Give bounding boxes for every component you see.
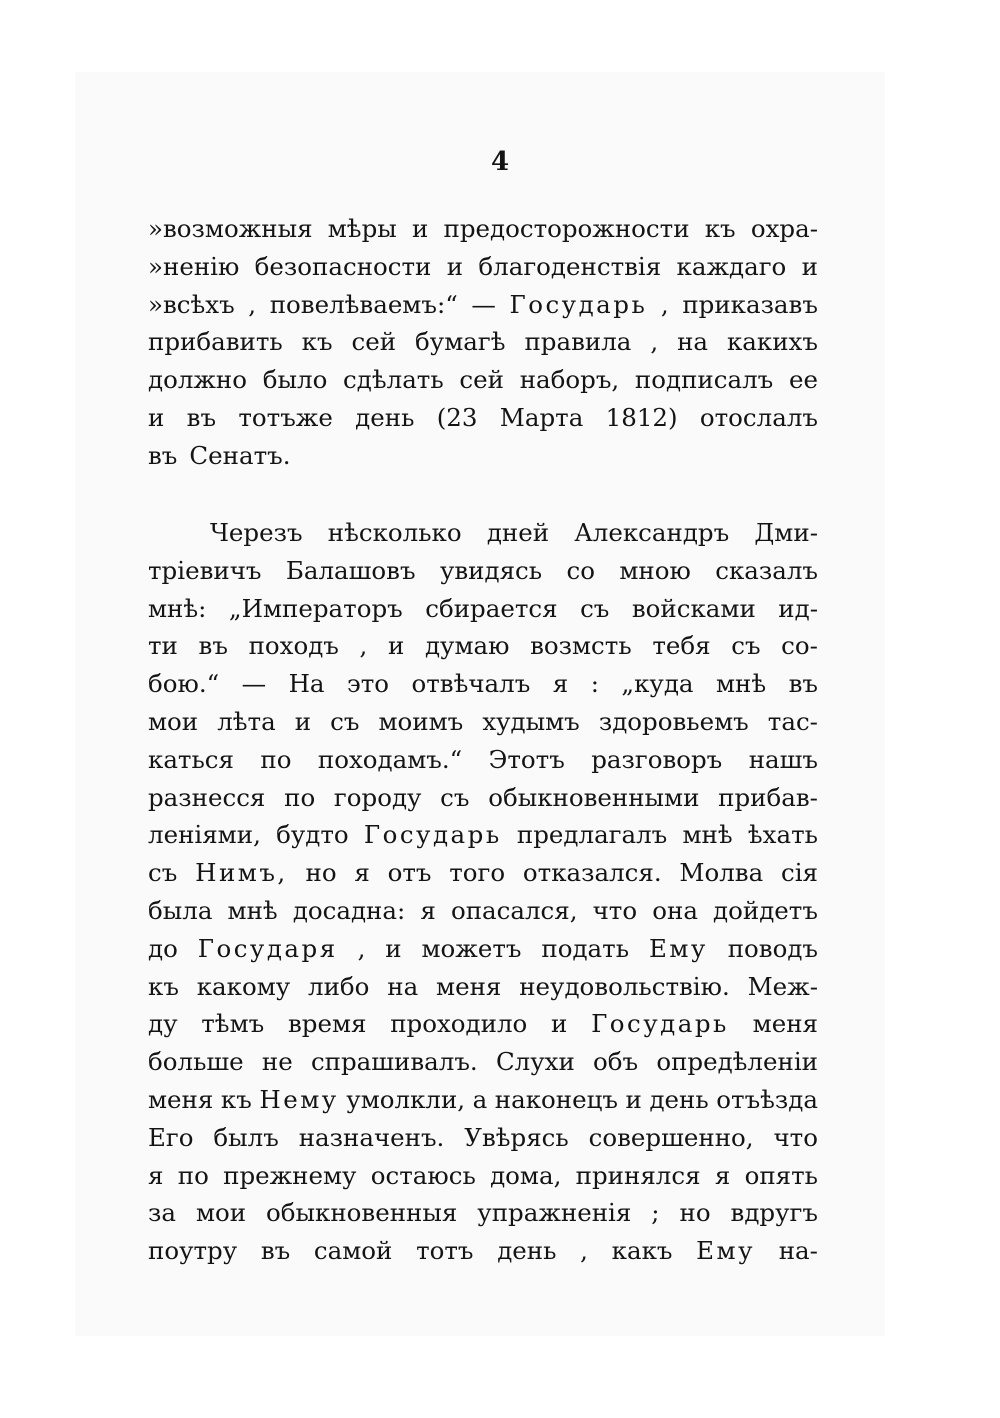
word: обыкновенными [488,782,700,812]
word: и [551,1009,568,1039]
word: походъ [248,631,339,661]
word: на [677,327,709,357]
word: и [148,402,165,432]
word: опять [744,1160,818,1190]
word: , [248,289,257,319]
word: повелѣваемъ:“ [269,289,458,319]
word: къ [220,1084,252,1114]
word: и [411,214,429,243]
word: принялся [575,1160,701,1190]
word: лѣта [217,706,276,736]
word: съ [580,593,610,623]
paragraph-2 [148,514,818,1270]
word: разговоръ [591,744,723,774]
word: день [355,402,415,432]
word: отвѣчалъ [411,669,531,699]
text-line [148,1232,818,1270]
word: — [241,669,267,699]
word: , [660,289,669,319]
word: мѣры [327,214,397,243]
word: въ [186,402,217,432]
word: „куда [621,669,694,699]
word: дней [486,518,550,547]
word: остаюсь [370,1160,476,1190]
word: по [260,744,292,774]
word: на [387,971,419,1001]
word: какихъ [726,327,818,357]
word: что [592,895,638,925]
word: возмсть [530,631,632,661]
word: , [359,631,368,661]
text-line [148,703,818,741]
word: думаю [424,631,510,661]
word: тебя [652,631,711,661]
word: спрашивалъ. [310,1047,478,1077]
word: моимъ [378,706,464,736]
word: Этотъ [488,744,565,774]
word: , [580,1236,588,1266]
word: бумагѣ [415,327,506,357]
word: приказавъ [682,289,818,319]
word: я [552,669,569,699]
word: съ [148,858,178,888]
word: будто [276,820,349,850]
word: по [284,782,316,812]
word: — [471,289,496,319]
word: Балашовъ [285,555,416,585]
word: тотъже [238,402,333,432]
word: меня [752,1009,818,1039]
word: благоденствія [478,251,662,281]
word: и [446,251,464,281]
word: мнѣ [715,669,767,699]
word: каждаго [676,251,787,281]
word: ду [148,1009,178,1039]
word: опредѣленіи [656,1047,818,1077]
word: Государя [197,933,338,963]
word: прибав- [718,782,818,812]
word: со [566,555,595,585]
word: либо [308,971,370,1001]
text-line [148,514,818,552]
word: объ [593,1047,639,1077]
word: отказался. [522,858,662,888]
word: „Императоръ [228,593,403,623]
text-line [148,930,818,968]
word: сей [351,327,397,357]
word: : [590,669,599,699]
word: предосторожности [443,214,690,243]
word: за [148,1198,176,1228]
word: съ [330,706,360,736]
word: мнѣ [227,895,278,925]
word: охра- [750,214,818,243]
word: упражненія [477,1198,632,1228]
text-line [148,1194,818,1232]
word: (23 [436,402,478,432]
word: Нему [259,1084,339,1114]
word: и [385,933,402,963]
word: ти [148,631,178,661]
text-line [148,552,818,590]
text-line [148,361,818,399]
word: назначенъ. [298,1122,445,1152]
word: я [420,895,436,925]
word: къ [301,327,333,357]
word: мои [148,706,199,736]
word: правила [524,327,632,357]
word: я [714,1160,731,1190]
word: больше [148,1047,244,1077]
word: меня [436,971,502,1001]
word: была [148,895,213,925]
word: наконецъ [494,1084,618,1114]
text-line [148,437,818,475]
word: я [148,1160,164,1190]
word: съ [731,631,761,661]
word: мною [619,555,691,585]
word: совершенно, [588,1122,754,1152]
text-line [148,590,818,628]
word: она [652,895,698,925]
text-line [148,1157,818,1195]
word: Марта [499,402,584,432]
word: ; [651,1198,660,1228]
word: въ [788,669,818,699]
word: и [801,251,818,281]
text-line [148,816,818,854]
word: Черезъ [210,518,303,547]
word: должно [148,365,248,395]
word: отъ [387,858,432,888]
text-line [148,892,818,930]
word: наборъ, [519,365,620,395]
word: тас- [767,706,818,736]
word: увидясь [439,555,543,585]
word: Государь [363,820,502,850]
word: неудовольствію. [519,971,730,1001]
word: Нимъ, [195,858,288,888]
word: городу [333,782,422,812]
word: я [354,858,370,888]
word: было [262,365,328,395]
word: Молва [679,858,764,888]
word: умолкли, [346,1084,466,1114]
word: Ему [696,1236,756,1266]
word: мои [195,1198,247,1228]
word: , [650,327,659,357]
word: разнесся [148,782,266,812]
word: безопасности [254,251,432,281]
word: каться [148,744,234,774]
word: , [357,933,366,963]
word: не [261,1047,293,1077]
word: мнѣ [682,820,733,850]
word: дойдетъ [713,895,818,925]
word: нѣсколько [327,518,462,547]
word: къ [148,971,179,1001]
word: обыкновенныя [266,1198,458,1228]
word: Меж- [747,971,818,1001]
word: но [679,1198,711,1228]
word: день [497,1236,557,1266]
word: въ [148,440,178,470]
word: прежнему [223,1160,357,1190]
word: поутру [148,1236,238,1266]
word: леніями, [148,820,261,850]
word: походамъ.“ [317,744,463,774]
word: худымъ [482,706,580,736]
paragraph-1 [148,210,818,475]
text-line [148,286,818,324]
word: тѣмъ [201,1009,265,1039]
word: что [773,1122,818,1152]
word: но [305,858,337,888]
word: ѣхать [747,820,818,850]
word: можетъ [421,933,522,963]
word: отослалъ [699,402,818,432]
word: Ему [648,933,708,963]
word: тотъ [416,1236,474,1266]
word: какъ [611,1236,673,1266]
word: подать [541,933,630,963]
word: Увѣрясь [464,1122,569,1152]
word: прибавить [148,327,283,357]
word: до [148,933,178,963]
word: нашъ [748,744,818,774]
word: »ненію [148,251,240,281]
word: опасался, [450,895,578,925]
word: предлагалъ [516,820,668,850]
word: Государь [591,1009,729,1039]
text-line [148,323,818,361]
word: Его [148,1122,194,1152]
word: меня [148,1084,214,1114]
word: досадна: [292,895,406,925]
word: былъ [213,1122,279,1152]
word: ее [788,365,818,395]
text-line [148,741,818,779]
text-line [148,779,818,817]
word: въ [198,631,228,661]
text-line [148,968,818,1006]
word: того [449,858,506,888]
text-line [148,1005,818,1043]
word: здоровьемъ [598,706,749,736]
word: тріевичъ [148,555,262,585]
word: »возможныя [148,214,313,243]
text-line [148,1043,818,1081]
word: Сенатъ. [189,440,291,470]
text-line [148,627,818,665]
word: вдругъ [730,1198,818,1228]
word: къ [704,214,736,243]
word: мнѣ: [148,593,207,623]
word: время [287,1009,367,1039]
word: 1812) [605,402,678,432]
word: а [472,1084,488,1114]
word: и [387,631,405,661]
word: дома, [490,1160,562,1190]
word: Государь [509,289,648,319]
page-number: 4 [490,147,510,177]
text-line [148,248,818,286]
word: со- [781,631,818,661]
word: войсками [631,593,756,623]
word: бою.“ [148,669,220,699]
word: по [177,1160,209,1190]
word: сбирается [425,593,558,623]
word: »всѣхъ [148,289,235,319]
word: Слухи [495,1047,575,1077]
text-line [148,665,818,703]
text-line [148,1119,818,1157]
word: съ [440,782,470,812]
word: Александръ [574,518,730,547]
word: поводъ [727,933,818,963]
text-line [148,854,818,892]
word: Дми- [754,518,818,547]
word: день [649,1084,709,1114]
word: на- [778,1236,818,1266]
text-line [148,210,818,248]
word: сказалъ [715,555,818,585]
text-line [148,1081,818,1119]
word: проходило [390,1009,528,1039]
word: сія [780,858,818,888]
word: сдѣлать [343,365,444,395]
word: какому [196,971,291,1001]
word: и [625,1084,642,1114]
word: это [347,669,390,699]
word: отъѣзда [716,1084,818,1114]
word: ид- [778,593,818,623]
text-line [148,399,818,437]
word: На [288,669,325,699]
word: самой [313,1236,393,1266]
word: въ [260,1236,291,1266]
word: подписалъ [634,365,774,395]
word: и [294,706,312,736]
word: сей [459,365,504,395]
